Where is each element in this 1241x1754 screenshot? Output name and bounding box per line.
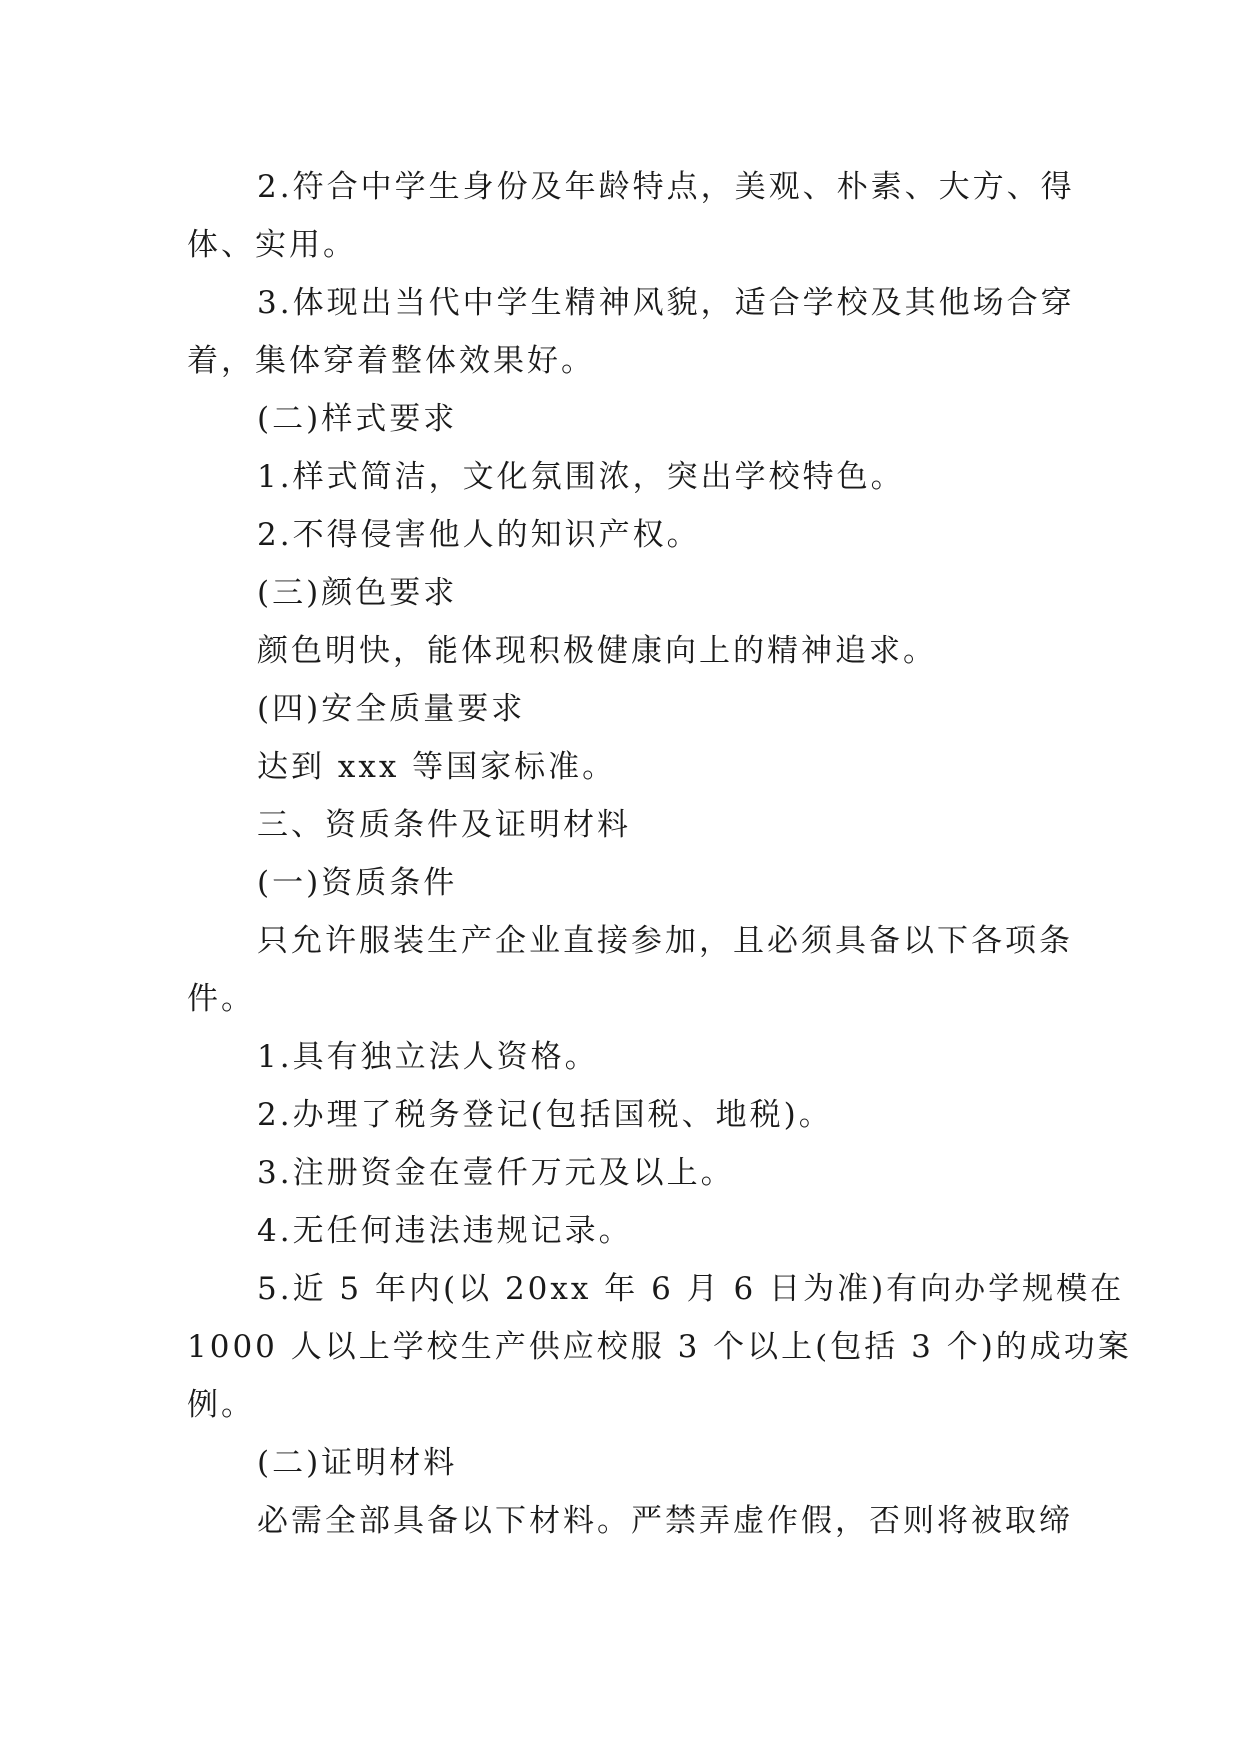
text-line: (二)证明材料 [257,1445,458,1481]
text-line: 5.近 5 年内(以 20xx 年 6 月 6 日为准)有向办学规模在 [257,1271,1125,1307]
text-line: 2.不得侵害他人的知识产权。 [257,517,701,553]
document-page [187,158,1132,1550]
text-line: (二)样式要求 [257,401,458,437]
text-line: 4.无任何违法违规记录。 [257,1213,633,1249]
text-line: 1000 人以上学校生产供应校服 3 个以上(包括 3 个)的成功案 [187,1329,1132,1365]
text-line: 例。 [187,1387,255,1423]
text-line: 体、实用。 [187,227,357,263]
text-line: 颜色明快，能体现积极健康向上的精神追求。 [257,633,937,669]
text-line: (一)资质条件 [257,865,458,901]
text-line: 3.注册资金在壹仟万元及以上。 [257,1155,735,1191]
text-line: 达到 xxx 等国家标准。 [257,749,617,785]
text-line: (四)安全质量要求 [257,691,526,727]
text-line: 着，集体穿着整体效果好。 [187,343,595,379]
text-line: 必需全部具备以下材料。严禁弄虚作假，否则将被取缔 [257,1503,1073,1539]
text-line: (三)颜色要求 [257,575,458,611]
text-line: 3.体现出当代中学生精神风貌，适合学校及其他场合穿 [257,285,1075,321]
text-line: 只允许服装生产企业直接参加，且必须具备以下各项条 [257,923,1073,959]
text-line: 三、资质条件及证明材料 [257,807,631,843]
text-line: 件。 [187,981,255,1017]
text-line: 1.样式简洁，文化氛围浓，突出学校特色。 [257,459,905,495]
text-line: 2.符合中学生身份及年龄特点，美观、朴素、大方、得 [257,169,1075,205]
text-line: 2.办理了税务登记(包括国税、地税)。 [257,1097,833,1133]
text-line: 1.具有独立法人资格。 [257,1039,599,1075]
